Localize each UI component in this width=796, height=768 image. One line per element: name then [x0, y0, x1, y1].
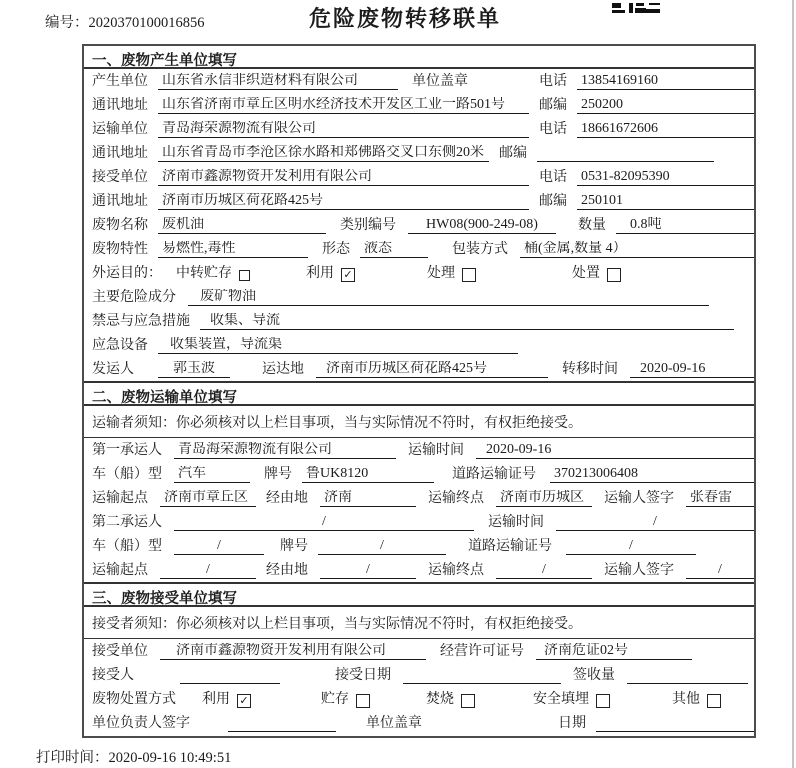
accepting-unit-value: 济南市鑫源物资开发利用有限公司 — [160, 643, 426, 660]
transfer-time-value: 2020-09-16 — [630, 361, 754, 378]
disposal-store-checkbox — [356, 694, 370, 708]
road-permit-value: 370213006408 — [550, 466, 754, 483]
row-producer-unit — [84, 69, 754, 93]
responsible-signature-label: 单位负责人签字 — [92, 716, 190, 731]
license-number-label: 经营许可证号 — [440, 644, 524, 659]
vehicle-type-label: 车（船）型 — [92, 467, 162, 482]
road-permit-label: 道路运输证号 — [468, 539, 552, 554]
row-accepting-unit — [84, 639, 754, 663]
disposal-incinerate-checkbox — [461, 694, 475, 708]
transport-time-label: 运输时间 — [488, 515, 544, 530]
date-value — [596, 717, 754, 732]
second-carrier-value: / — [174, 514, 474, 531]
transport-time-value: 2020-09-16 — [476, 442, 754, 459]
waste-category-value: HW08(900-249-08) — [408, 217, 556, 234]
row-vehicle-2 — [84, 534, 754, 558]
route-end-label: 运输终点 — [428, 563, 484, 578]
row-receiver-unit — [84, 165, 754, 189]
shipper-value: 郭玉波 — [158, 361, 230, 378]
transporter-address-label: 通讯地址 — [92, 146, 148, 161]
carrier-signature-value: 张春雷 — [686, 490, 754, 507]
disposal-landfill-checkbox — [596, 694, 610, 708]
route-via-2-value: / — [320, 562, 416, 579]
receiver-unit-label: 接受单位 — [92, 170, 148, 185]
route-origin-value: 济南市章丘区 — [160, 490, 256, 507]
disposal-method-label: 废物处置方式 — [92, 692, 176, 707]
store-label: 贮存 — [321, 692, 349, 707]
row-route-1 — [84, 486, 754, 510]
transfer-storage-checkbox — [239, 270, 250, 281]
hazard-components-label: 主要危险成分 — [92, 290, 176, 305]
zip-label: 邮编 — [499, 146, 527, 161]
route-origin-label: 运输起点 — [92, 563, 148, 578]
row-waste-name — [84, 213, 754, 237]
row-transfer-purpose — [84, 261, 754, 285]
row-emergency-measures — [84, 309, 754, 333]
waste-name-label: 废物名称 — [92, 218, 148, 233]
row-receiver-address — [84, 189, 754, 213]
waste-qty-label: 数量 — [578, 218, 606, 233]
route-end-2-value: / — [496, 562, 592, 579]
treat-checkbox — [462, 268, 476, 282]
page-edge-divider — [792, 0, 794, 768]
hazardous-waste-transfer-form — [82, 44, 756, 738]
transporter-address-value: 山东省青岛市李沧区徐水路和郑佛路交叉口东侧20米 — [158, 145, 489, 162]
waste-form-label: 形态 — [322, 242, 350, 257]
page-title: 危险废物转移联单 — [308, 6, 502, 31]
transporter-phone-value: 18661672606 — [577, 121, 754, 138]
waste-traits-value: 易燃性,毒性 — [158, 241, 308, 258]
disposal-option-store — [321, 692, 370, 708]
transport-time-label: 运输时间 — [408, 443, 464, 458]
row-dispatch — [84, 357, 754, 381]
producer-unit-value: 山东省永信非织造材料有限公司 — [158, 73, 398, 90]
date-label: 日期 — [558, 716, 586, 731]
document-number — [45, 11, 205, 32]
row-transporter-address — [84, 141, 754, 165]
disposal-other-checkbox — [707, 694, 721, 708]
unit-seal-label: 单位盖章 — [366, 716, 422, 731]
route-via-label: 经由地 — [266, 563, 308, 578]
receiver-phone-value: 0531-82095390 — [577, 169, 754, 186]
qr-code-fragment-icon — [612, 0, 660, 10]
transport-time-2-value: / — [556, 514, 754, 531]
zip-label: 邮编 — [539, 194, 567, 209]
received-amount-value — [627, 669, 748, 684]
carrier-signature-2-value: / — [686, 562, 754, 579]
receiver-address-label: 通讯地址 — [92, 194, 148, 209]
utilize-label: 利用 — [202, 692, 230, 707]
emergency-measures-value: 收集、导流 — [200, 313, 734, 330]
section-producer-heading: 一、废物产生单位填写 — [84, 46, 754, 69]
zip-label: 邮编 — [539, 98, 567, 113]
purpose-option-transfer-storage — [176, 266, 250, 282]
section-receiver — [84, 582, 754, 735]
plate-number-label: 牌号 — [280, 539, 308, 554]
dispose-label: 处置 — [572, 266, 600, 281]
disposal-option-landfill — [533, 692, 610, 708]
row-transport-unit — [84, 117, 754, 141]
disposal-option-utilize — [202, 692, 251, 708]
transporter-zip-value — [537, 147, 714, 162]
first-carrier-value: 青岛海荣源物流有限公司 — [174, 442, 396, 459]
document-number-label: 编号： — [45, 15, 89, 31]
waste-name-value: 废机油 — [158, 217, 326, 234]
section-transporter — [84, 381, 754, 582]
route-end-value: 济南市历城区 — [496, 490, 592, 507]
route-origin-2-value: / — [160, 562, 256, 579]
packing-method-label: 包装方式 — [452, 242, 508, 257]
section-receiver-heading: 三、废物接受单位填写 — [84, 584, 754, 607]
waste-traits-label: 废物特性 — [92, 242, 148, 257]
producer-address-value: 山东省济南市章丘区明水经济技术开发区工业一路501号 — [158, 97, 529, 114]
row-second-carrier — [84, 510, 754, 534]
purpose-option-treat — [427, 266, 476, 282]
row-producer-address — [84, 93, 754, 117]
print-time-value: 2020-09-16 10:49:51 — [108, 750, 232, 766]
producer-zip-value: 250200 — [577, 97, 754, 114]
road-permit-2-value: / — [566, 538, 696, 555]
destination-value: 济南市历城区荷花路425号 — [316, 361, 548, 378]
emergency-equipment-value: 收集装置，导流渠 — [158, 337, 518, 354]
receiver-unit-value: 济南市鑫源物资开发利用有限公司 — [158, 169, 529, 186]
license-number-value: 济南危证02号 — [536, 643, 692, 660]
carrier-signature-label: 运输人签字 — [604, 491, 674, 506]
row-hazard-components — [84, 285, 754, 309]
disposal-utilize-checkbox: ✓ — [237, 694, 251, 708]
row-receipt — [84, 663, 754, 687]
shipper-label: 发运人 — [92, 362, 134, 377]
disposal-option-incinerate — [426, 692, 475, 708]
receiver-address-value: 济南市历城区荷花路425号 — [158, 193, 529, 210]
transfer-time-label: 转移时间 — [562, 362, 618, 377]
producer-unit-label: 产生单位 — [92, 74, 148, 89]
purpose-option-utilize — [306, 266, 355, 282]
waste-form-value: 液态 — [360, 241, 428, 258]
transporter-notice: 运输者须知：你必须核对以上栏目事项，当与实际情况不符时，有权拒绝接受。 — [84, 406, 754, 438]
recipient-label: 接受人 — [92, 668, 134, 683]
hazard-components-value: 废矿物油 — [188, 289, 709, 306]
section-producer — [84, 46, 754, 381]
phone-label: 电话 — [539, 74, 567, 89]
treat-label: 处理 — [427, 266, 455, 281]
recipient-value — [180, 669, 280, 684]
route-origin-label: 运输起点 — [92, 491, 148, 506]
receiver-zip-value: 250101 — [577, 193, 754, 210]
plate-number-2-value: / — [318, 538, 446, 555]
producer-phone-value: 13854169160 — [577, 73, 754, 90]
document-number-value: 2020370100016856 — [88, 15, 205, 31]
row-waste-traits — [84, 237, 754, 261]
responsible-signature-value — [228, 717, 336, 732]
transfer-purpose-label: 外运目的： — [92, 266, 162, 281]
packing-method-value: 桶(金属,数量 4） — [520, 241, 754, 258]
plate-number-label: 牌号 — [264, 467, 292, 482]
disposal-option-other — [672, 692, 721, 708]
waste-qty-value: 0.8吨 — [616, 217, 754, 234]
transport-unit-label: 运输单位 — [92, 122, 148, 137]
receipt-date-value — [403, 669, 561, 684]
row-vehicle-1 — [84, 462, 754, 486]
phone-label: 电话 — [539, 122, 567, 137]
second-carrier-label: 第二承运人 — [92, 515, 162, 530]
emergency-equipment-label: 应急设备 — [92, 338, 148, 353]
row-route-2 — [84, 558, 754, 582]
other-label: 其他 — [672, 692, 700, 707]
purpose-option-dispose — [572, 266, 621, 282]
waste-category-label: 类别编号 — [340, 218, 396, 233]
accepting-unit-label: 接受单位 — [92, 644, 148, 659]
producer-address-label: 通讯地址 — [92, 98, 148, 113]
dispose-checkbox — [607, 268, 621, 282]
received-amount-label: 签收量 — [573, 668, 615, 683]
road-permit-label: 道路运输证号 — [452, 467, 536, 482]
row-first-carrier — [84, 438, 754, 462]
utilize-label: 利用 — [306, 266, 334, 281]
row-disposal-method — [84, 687, 754, 711]
incinerate-label: 焚烧 — [426, 692, 454, 707]
row-emergency-equipment — [84, 333, 754, 357]
first-carrier-label: 第一承运人 — [92, 443, 162, 458]
receiver-notice: 接受者须知：你必须核对以上栏目事项，当与实际情况不符时，有权拒绝接受。 — [84, 607, 754, 639]
route-via-value: 济南 — [320, 490, 416, 507]
unit-seal-label: 单位盖章 — [412, 74, 468, 89]
plate-number-value: 鲁UK8120 — [302, 466, 434, 483]
destination-label: 运达地 — [262, 362, 304, 377]
carrier-signature-label: 运输人签字 — [604, 563, 674, 578]
vehicle-type-label: 车（船）型 — [92, 539, 162, 554]
emergency-measures-label: 禁忌与应急措施 — [92, 314, 190, 329]
route-end-label: 运输终点 — [428, 491, 484, 506]
section-transporter-heading: 二、废物运输单位填写 — [84, 383, 754, 406]
landfill-label: 安全填埋 — [533, 692, 589, 707]
row-responsible-signature — [84, 711, 754, 735]
print-time — [36, 746, 231, 767]
receipt-date-label: 接受日期 — [335, 668, 391, 683]
vehicle-type-value: 汽车 — [174, 466, 250, 483]
transport-unit-value: 青岛海荣源物流有限公司 — [158, 121, 529, 138]
transfer-storage-label: 中转贮存 — [176, 266, 232, 281]
utilize-checkbox: ✓ — [341, 268, 355, 282]
phone-label: 电话 — [539, 170, 567, 185]
route-via-label: 经由地 — [266, 491, 308, 506]
vehicle-type-2-value: / — [174, 538, 264, 555]
print-time-label: 打印时间： — [36, 750, 109, 766]
